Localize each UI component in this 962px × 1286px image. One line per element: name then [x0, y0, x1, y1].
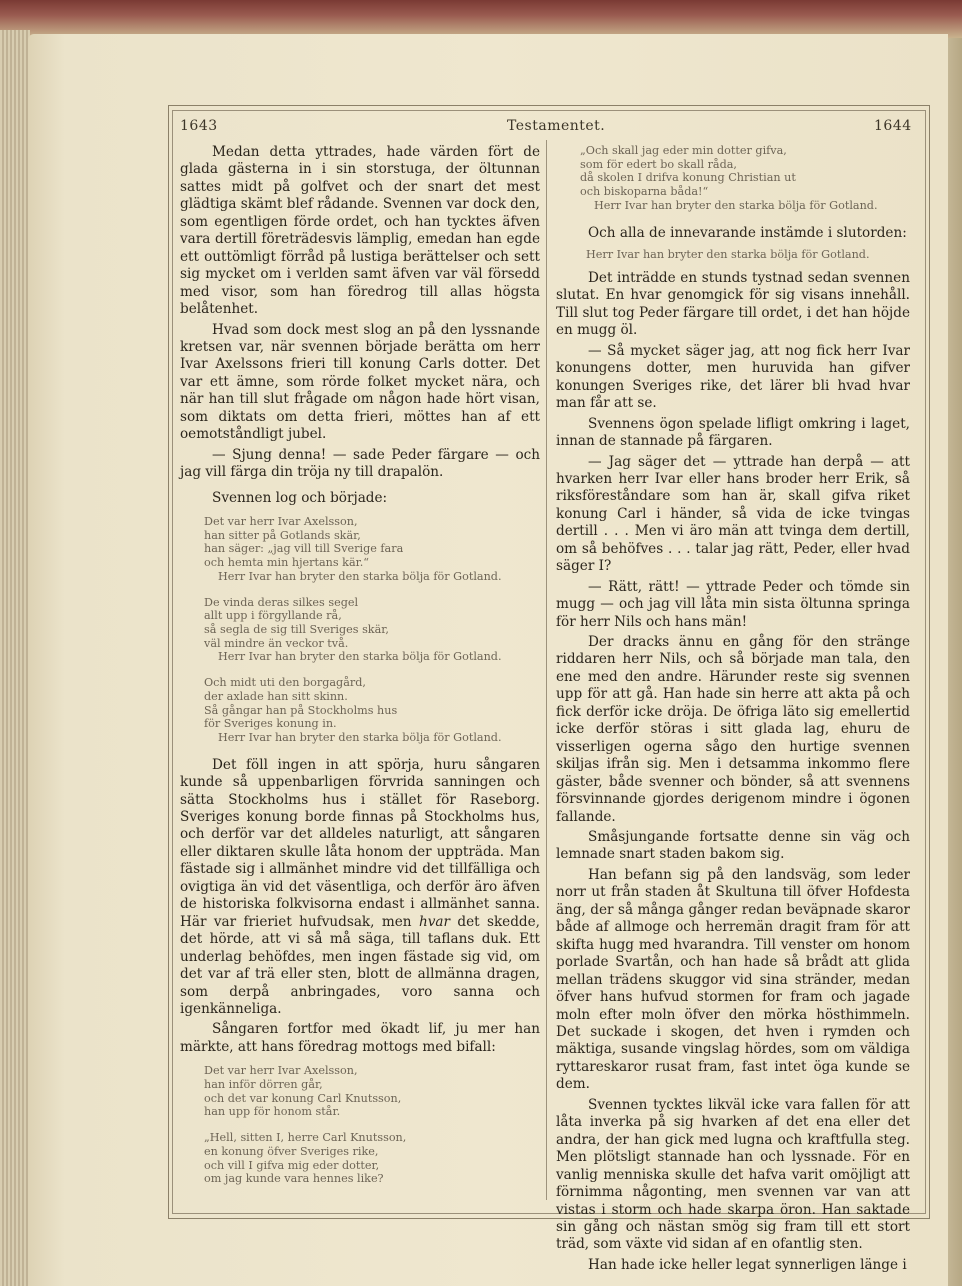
verse-line: Och midt uti den borgagård,	[204, 676, 366, 690]
refrain-line: Herr Ivar han bryter den starka bölja för Gotland.	[218, 650, 502, 664]
verse-line: „Hell, sitten I, herre Carl Knutsson,	[204, 1131, 407, 1145]
right-column	[556, 144, 910, 1277]
song-stanza	[204, 596, 540, 665]
paragraph: — Rätt, rätt! — yttrade Peder och tömde sin mugg — och jag vill låta min sista öltunna springa för herr Nils och hans män!	[556, 578, 910, 630]
verse-line: om jag kunde vara hennes like?	[204, 1172, 384, 1186]
refrain-line: Herr Ivar han bryter den starka bölja för Gotland.	[218, 569, 502, 583]
verse-line: en konung öfver Sveriges rike,	[204, 1144, 379, 1158]
verse-line: som för edert bo skall råda,	[580, 157, 737, 171]
verse-line: och det var konung Carl Knutsson,	[204, 1091, 402, 1105]
verse-line: och hemta min hjertans kär.“	[204, 556, 370, 570]
paragraph-text: Det föll ingen in att spörja, huru sångaren kunde så uppenbarligen förvrida sanningen och sätta Stockholms hus i stället för Raseborg. Sveriges konung borde finnas på Stockholms hus, och derför var det alldeles naturligt, att sångaren eller diktaren skulle låta honom der uppträda. Man fästade sig i allmänhet mindre vid det tillfälliga och ovigtiga än vid det väsentliga, och derför äro äfven de historiska folkvisorna endast i allmänhet sanna. Här var frieriet hufvudsak, men	[180, 756, 540, 930]
right-page-number: 1644	[874, 118, 912, 134]
verse-line: och vill I gifva mig eder dotter,	[204, 1158, 380, 1172]
verse-line: „Och skall jag eder min dotter gifva,	[580, 144, 787, 157]
paragraph: — Sjung denna! — sade Peder färgare — och jag vill färga din tröja ny till drapalön.	[180, 446, 540, 481]
verse-line: Så gångar han på Stockholms hus	[204, 703, 398, 717]
paragraph: — Jag säger det — yttrade han derpå — att hvarken herr Ivar eller hans broder herr Erik, så riksföreståndare som han är, skall gifva riket konung Carl i händer, så vida de icke tvingas dertill . . . Men vi äro män att tvinga dem dertill, om så behöfves . . . talar jag rätt, Peder, eller hvad säger I?	[556, 453, 910, 575]
paragraph: Det inträdde en stunds tystnad sedan svennen slutat. En hvar genomgick för sig visans innehåll. Till slut tog Peder färgare till ordet, i det han höjde en mugg öl.	[556, 269, 910, 339]
verse-line: Det var herr Ivar Axelsson,	[204, 1064, 358, 1078]
paragraph: Der dracks ännu en gång för den stränge riddaren herr Nils, och så började man tala, den ene med den andre. Härunder reste sig svennen upp för att gå. Han hade sin herre att akta på och fick derför icke dröja. De öfriga läto sig emellertid icke derför störas i sitt glada lag, ehuru de visserligen ogerna sågo den hurtige svennen skiljas ifrån sig. Men i detsamma inkommo flere gäster, både svenner och bönder, så att svennens försvinnande gjordes derigenom mindre i ögonen fallande.	[556, 634, 910, 825]
verse-line: han upp för honom står.	[204, 1105, 341, 1119]
emphasis-word: hvar	[418, 913, 450, 930]
verse-line: han sitter på Gotlands skär,	[204, 528, 361, 542]
verse-line: och biskoparna båda!“	[580, 185, 709, 199]
paragraph: Svennens ögon spelade lifligt omkring i laget, innan de stannade på färgaren.	[556, 415, 910, 450]
song-stanza	[204, 1131, 540, 1186]
paragraph: Och alla de innevarande instämde i slutorden:	[588, 224, 907, 241]
paragraph: Hvad som dock mest slog an på den lyssnande kretsen var, när svennen började berätta om herr Ivar Axelssons frieri till konung Carls dotter. Det var ett ämne, som rörde folket mycket nära, och när han till slut frågade om någon hade hört visan, som diktats om detta frieri, möttes han af ett oemotståndligt jubel.	[180, 321, 540, 443]
left-page-number: 1643	[180, 118, 218, 134]
refrain-line: Herr Ivar han bryter den starka bölja för Gotland.	[218, 730, 502, 744]
verse-line: De vinda deras silkes segel	[204, 595, 359, 609]
paragraph: Han hade icke heller legat synnerligen länge i	[588, 1256, 907, 1273]
refrain-line: Herr Ivar han bryter den starka bölja för Gotland.	[594, 198, 878, 212]
paragraph: Sångaren fortfor med ökadt lif, ju mer han märkte, att hans föredrag mottogs med bifall:	[180, 1021, 540, 1055]
verse-line: väl mindre än veckor två.	[204, 636, 349, 650]
left-column	[180, 144, 540, 1198]
refrain-line: Herr Ivar han bryter den starka bölja för Gotland.	[586, 247, 870, 261]
verse-line: så segla de sig till Sveriges skär,	[204, 622, 389, 636]
song-stanza	[204, 515, 540, 584]
column-rule	[546, 140, 547, 1200]
paragraph: Han befann sig på den landsväg, som leder norr ut från staden åt Skultuna till öfver Hofdesta äng, der så många gånger redan beväpnade skaror både af allmoge och herremän dragit fram för att skifta hugg med hvarandra. Till venster om honom porlade Svartån, och han hade så brådt att glida mellan trädens skuggor vid sina stränder, medan öfver hans hufvud stormen for fram och jagade moln efter moln öfver den mörka hösthimmeln. Det suckade i skogen, det hven i rymden och mäktiga, susande vingslag hördes, som om väldiga ryttareskaror rusat fram, fast intet öga kunde se dem.	[556, 866, 910, 1093]
verse-line: han inför dörren går,	[204, 1078, 323, 1092]
paragraph: Småsjungande fortsatte denne sin väg och lemnade snart staden bakom sig.	[556, 829, 910, 863]
book-cover-edge	[0, 0, 962, 38]
song-stanza	[204, 676, 540, 745]
verse-line: för Sveriges konung in.	[204, 717, 337, 731]
paragraph: — Så mycket säger jag, att nog fick herr Ivar konungens dotter, men huruvida han gifver konungen Sveriges rike, det lärer bli hvad hvar man får att se.	[556, 342, 910, 412]
verse-line: der axlade han sitt skinn.	[204, 689, 348, 703]
paragraph-text: det skedde, det hörde, att vi så må säga, till taflans duk. Ett underlag behöfdes, men ingen fästade sig vid, om det var af trä eller sten, blott de allmänna dragen, som derpå anbringades, voro sanna och igenkänneliga.	[180, 913, 540, 1017]
verse-line: allt upp i förgyllande rå,	[204, 609, 342, 623]
paragraph: Svennen tycktes likväl icke vara fallen för att låta inverka på sig hvarken af det ena eller det andra, der han gick med lugna och kraftfulla steg. Men plötsligt stannade han och lyssnade. För en vanlig menniska skulle det hafva varit omöjligt att förnimma någonting, men svennen var van att vistas i storm och hade skarpa öron. Han saktade sin gång och nästan smög sig fram till ett stort träd, som växte vid sidan af en ofantlig sten.	[556, 1096, 910, 1253]
paragraph: Svennen log och började:	[212, 489, 388, 506]
page-stack-edge	[0, 30, 30, 1286]
paragraph: Medan detta yttrades, hade värden fört de glada gästerna in i sin storstuga, der öltunnan sattes midt på golfvet och der snart det mest glädtiga skämt blef rådande. Svennen var dock den, som egentligen förde ordet, och han tycktes äfven vara dertill företrädesvis lämplig, emedan han egde ett outtömligt förråd på lustiga berättelser och sett sig mycket om i verlden samt äfven var väl försedd med visor, som han föredrog till allas högsta belåtenhet.	[180, 144, 540, 318]
running-title: Testamentet.	[507, 118, 606, 134]
verse-line: han säger: „jag vill till Sverige fara	[204, 542, 404, 556]
paragraph	[180, 757, 540, 1019]
song-stanza	[580, 144, 910, 213]
verse-line: då skolen I drifva konung Christian ut	[580, 171, 796, 185]
song-stanza	[204, 1064, 540, 1119]
verse-line: Det var herr Ivar Axelsson,	[204, 515, 358, 529]
